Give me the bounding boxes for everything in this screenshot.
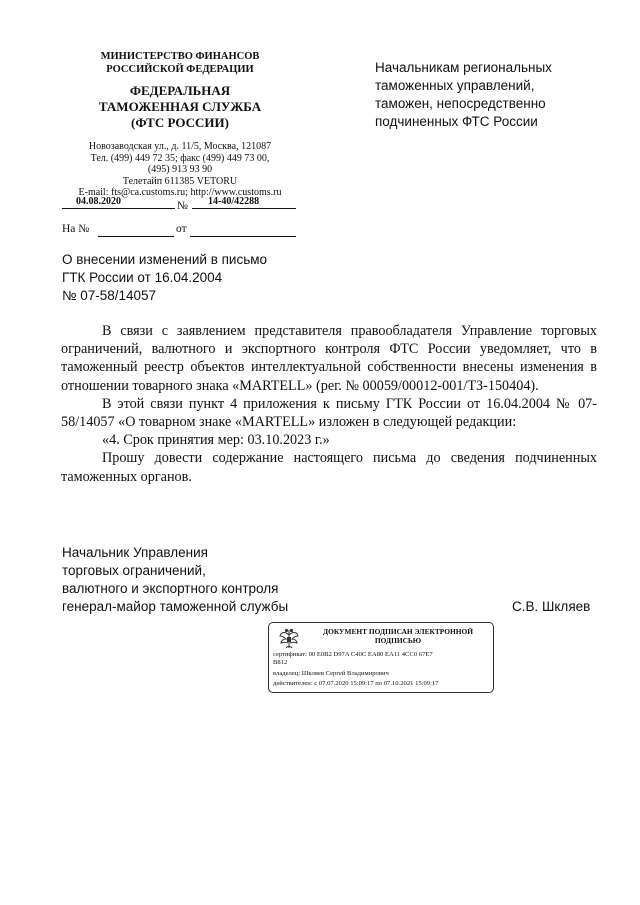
- ministry-name: МИНИСТЕРСТВО ФИНАНСОВ РОССИЙСКОЙ ФЕДЕРАЦИИ: [100, 51, 260, 75]
- ref-label: На №: [62, 223, 90, 235]
- body-paragraph: В связи с заявлением представителя правообладателя Управление торговых ограничений, валютного и экспортного контроля ФТС России уведомляет, что в таможенный реестр объектов интеллектуальной собственности внесены изменения в отношении товарного знака «MARTELL» (рег. № 00059/00012-001/ТЗ-150404).: [61, 323, 597, 394]
- eagle-emblem-icon: [278, 627, 300, 651]
- addressee: Начальникам региональных таможенных управлений, таможен, непосредственно подчиненных ФТС России: [375, 60, 552, 129]
- service-address: Новозаводская ул., д. 11/5, Москва, 121087 Тел. (499) 449 72 35; факс (499) 449 73 00, (495) 913 93 90 Телетайп 611385 VETORU E-mail: fts@ca.customs.ru; http://www.customs.ru: [78, 141, 282, 199]
- letter-body: [61, 322, 597, 486]
- body-paragraph: Прошу довести содержание настоящего письма до сведения подчиненных таможенных органов.: [61, 450, 597, 485]
- stamp-certificate: сертификат: 00 E0B2 D97A C40C EA80 EA11 4CC0 67E7: [273, 651, 433, 658]
- number-label: №: [177, 200, 188, 212]
- letter-number: 14-40/42288: [192, 195, 296, 209]
- signatory-position: Начальник Управления торговых ограничений, валютного и экспортного контроля генерал-майор таможенной службы: [62, 545, 289, 614]
- letterhead: [60, 50, 300, 199]
- ref-from-label: от: [176, 223, 187, 235]
- signatory-name: С.В. Шкляев: [512, 599, 591, 614]
- letter-date: 04.08.2020: [62, 195, 175, 209]
- stamp-validity: действителен: с 07.07.2020 15:09:17 по 07.10.2021 15:09:17: [273, 680, 439, 687]
- stamp-title: ДОКУМЕНТ ПОДПИСАН ЭЛЕКТРОННОЙ ПОДПИСЬЮ: [323, 627, 473, 645]
- stamp-certificate-continued: B812: [273, 659, 288, 666]
- letter-subject: О внесении изменений в письмо ГТК России от 16.04.2004 № 07-58/14057: [62, 252, 268, 303]
- stamp-owner: владелец: Шкляев Сергей Владимирович: [273, 670, 389, 677]
- body-paragraph: В этой связи пункт 4 приложения к письму ГТК России от 16.04.2004 № 07-58/14057 «О товарном знаке «MARTELL» изложен в следующей редакции:: [61, 395, 597, 431]
- service-name: ФЕДЕРАЛЬНАЯ ТАМОЖЕННАЯ СЛУЖБА (ФТС РОССИИ): [98, 83, 262, 130]
- e-signature-stamp: [268, 622, 494, 693]
- ref-date-line: [190, 222, 296, 237]
- ref-number-line: [98, 222, 174, 237]
- body-paragraph: «4. Срок принятия мер: 03.10.2023 г.»: [102, 432, 330, 449]
